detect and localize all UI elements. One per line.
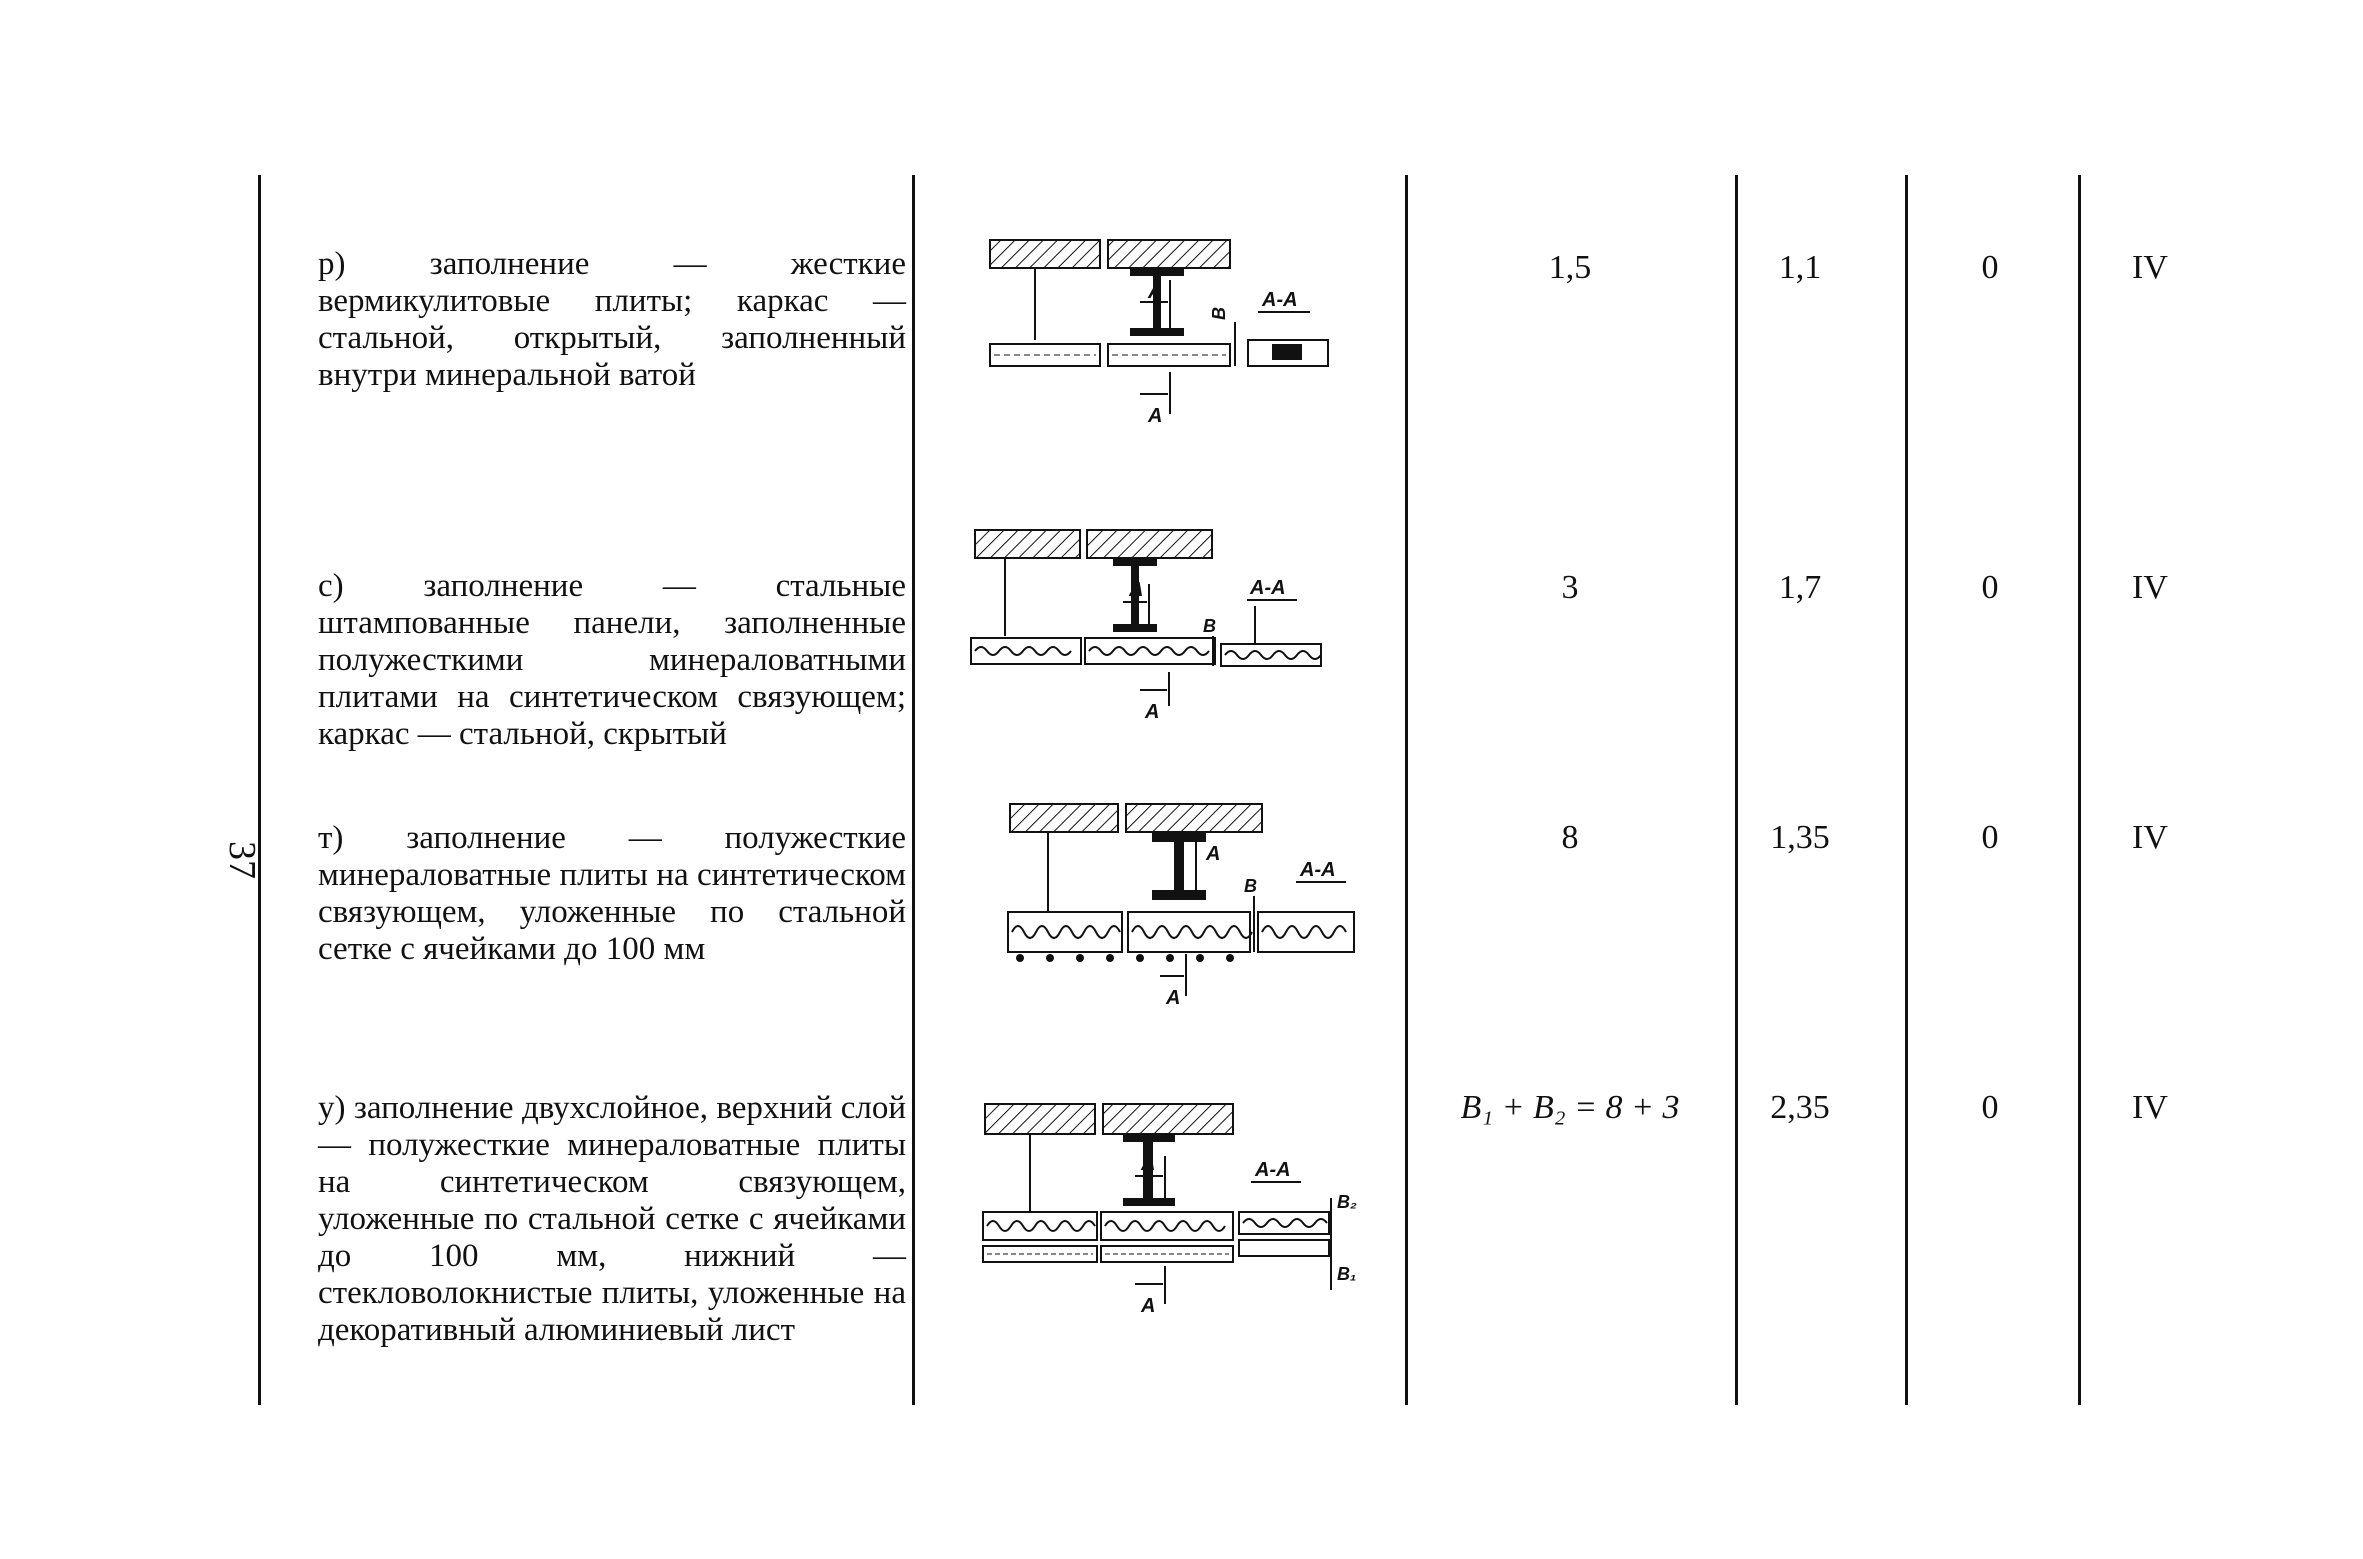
svg-text:А: А [1148,405,1163,427]
svg-text:А: А [1141,1295,1156,1317]
table-rule-value2 [1905,175,1908,1405]
table-rule-value3 [2078,175,2081,1405]
table-row-s-description: с) заполнение — стальные штампованные панели, заполненные полужесткими минераловатными плитами на синтетическом связующем; каркас — стальной, скрытый [318,568,906,752]
table-row-u-thickness: B₁ + B₂ = 8 + 3 [1460,1089,1680,1126]
slab-left [990,240,1100,268]
page-number: 37 [221,841,263,879]
table-row-u-value3: 0 [1981,1089,1999,1126]
figure-s [965,526,1345,726]
table-row-t-group: IV [2132,819,2168,856]
svg-text:А: А [1148,281,1163,303]
table-rule-left [258,175,261,1405]
table-row-s-value3: 0 [1981,569,1999,606]
table-row-s-group: IV [2132,569,2168,606]
svg-text:B₂: B₂ [1337,1192,1357,1212]
figure-t-drawing [1000,800,1380,1010]
svg-text:А: А [1129,579,1144,601]
svg-text:А-А: А-А [1300,859,1336,881]
table-row-t-thickness: 8 [1561,819,1579,856]
svg-text:В: В [1203,616,1216,636]
svg-text:А: А [1206,843,1221,865]
table-row-t-value3: 0 [1981,819,1999,856]
figure-r-drawing [980,232,1380,432]
table-rule-thickness [1735,175,1738,1405]
table-row-s-value2: 1,7 [1778,569,1822,606]
table-rule-figure [1405,175,1408,1405]
svg-text:В: В [1244,876,1257,896]
figure-r [980,232,1380,432]
table-rule-text [912,175,915,1405]
table-row-u-group: IV [2132,1089,2168,1126]
svg-text:B₁: B₁ [1337,1264,1357,1284]
table-row-t-value2: 1,35 [1770,819,1830,856]
table-row-s-thickness: 3 [1561,569,1579,606]
figure-u-drawing [975,1100,1365,1320]
table-row-r-value3: 0 [1981,249,1999,286]
svg-text:В: В [1209,307,1229,320]
svg-text:А-А: А-А [1262,289,1298,311]
table-row-u-value2: 2,35 [1770,1089,1830,1126]
svg-text:А-А: А-А [1250,577,1286,599]
table-row-r-group: IV [2132,249,2168,286]
svg-text:А-А: А-А [1255,1159,1291,1181]
slab-right [1108,240,1230,268]
table-row-t-description: т) заполнение — полужесткие минераловатные плиты на синтетическом связующем, уложенные по стальной сетке с ячейками до 100 мм [318,820,906,967]
table-row-r-description: р) заполнение — жесткие вермикулитовые плиты; каркас — стальной, открытый, заполненный внутри минеральной ватой [318,246,906,393]
table-row-r-thickness: 1,5 [1548,249,1592,286]
table-row-u-description: у) заполнение двухслойное, верхний слой — полужесткие минераловатные плиты на синтетическом связующем, уложенные по стальной сетке с ячейками до 100 мм, нижний — стекловолокнистые плиты, уложенные на декоративный алюминиевый лист [318,1090,906,1348]
table-row-r-value2: 1,1 [1778,249,1822,286]
svg-text:А: А [1145,701,1160,723]
svg-text:А: А [1141,1153,1156,1175]
figure-u [975,1100,1365,1320]
figure-s-drawing [965,526,1345,726]
svg-text:А: А [1166,987,1181,1009]
figure-t [1000,800,1380,1010]
